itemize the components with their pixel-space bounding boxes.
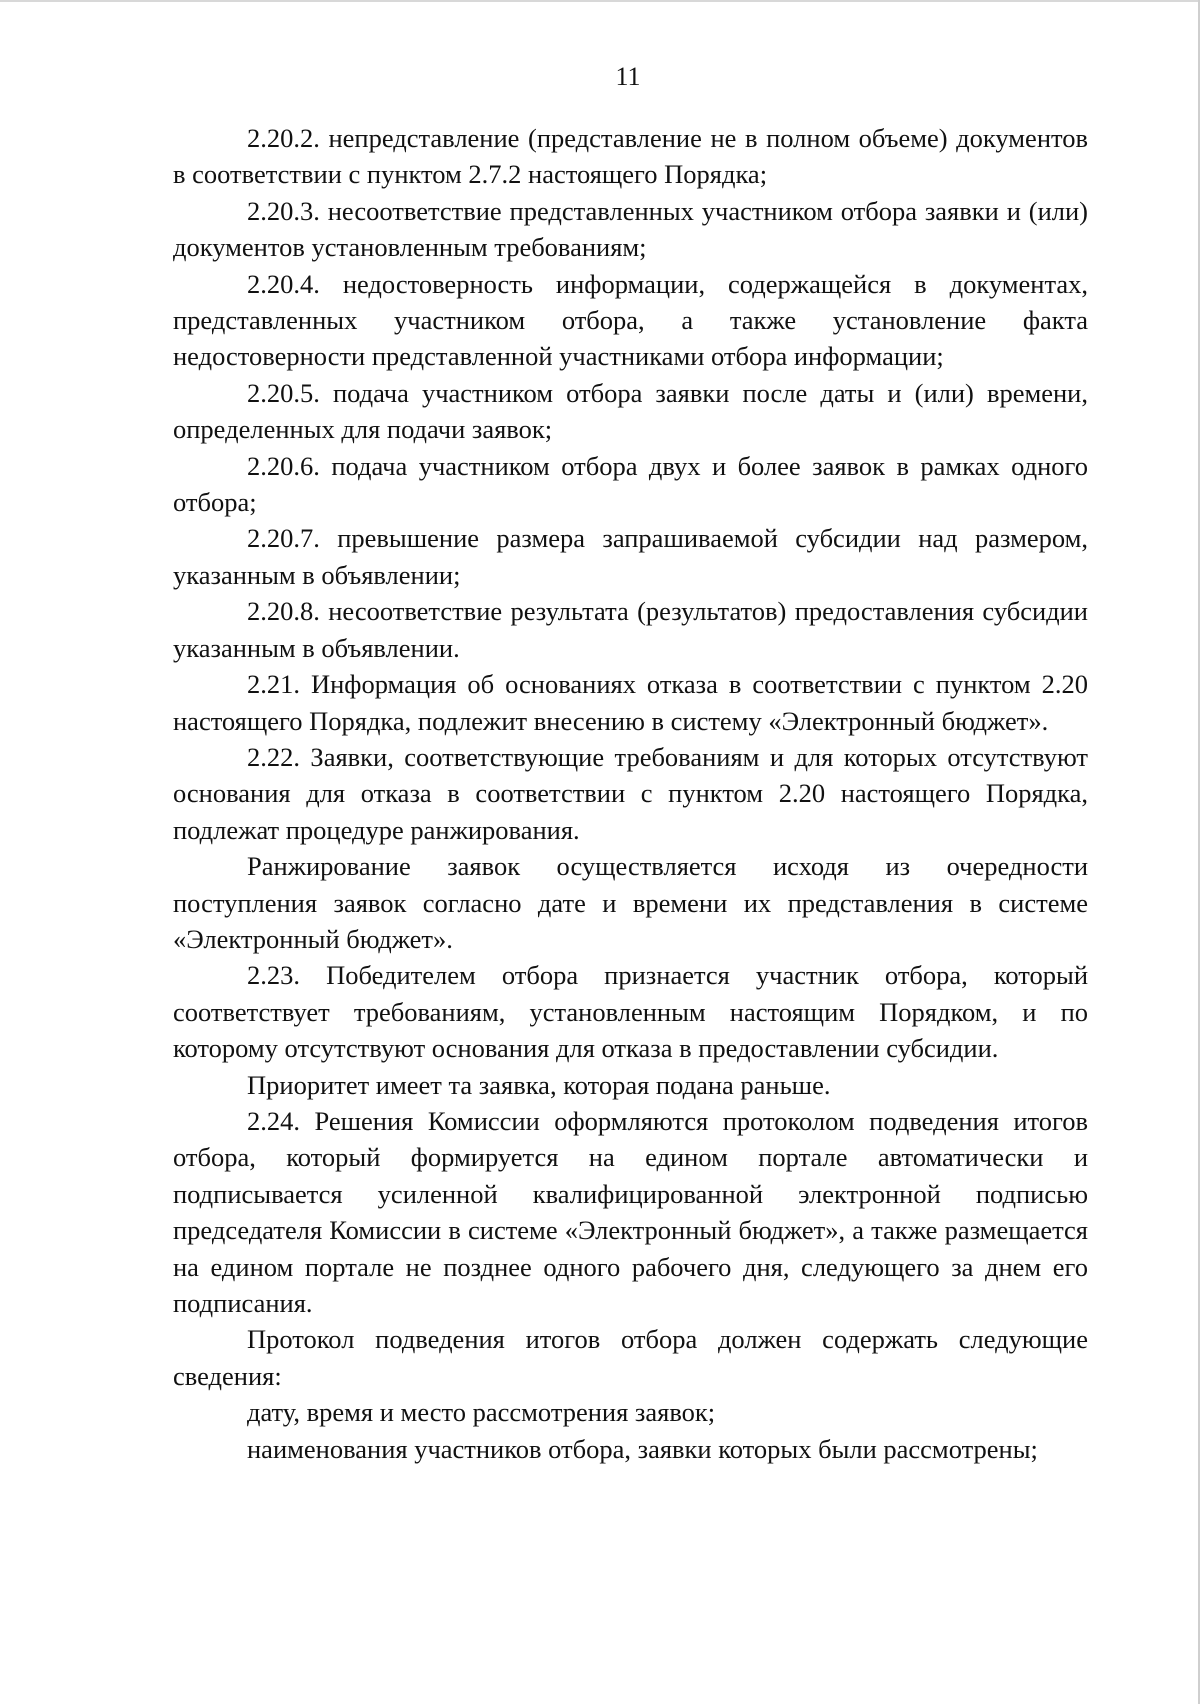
paragraph-2-20-3: 2.20.3. несоответствие представленных участником отбора заявки и (или) документов установленным требованиям; xyxy=(173,195,1088,263)
paragraph-2-20-6: 2.20.6. подача участником отбора двух и более заявок в рамках одного отбора; xyxy=(173,450,1088,518)
paragraph-ranking: Ранжирование заявок осуществляется исходя из очередности поступления заявок согласно дате и времени их представления в системе «Электронный бюджет». xyxy=(173,851,1088,954)
paragraph-date-time-place: дату, время и место рассмотрения заявок; xyxy=(247,1397,716,1428)
paragraph-2-20-5: 2.20.5. подача участником отбора заявки после даты и (или) времени, определенных для подачи заявок; xyxy=(173,377,1088,445)
paragraph-2-20-4: 2.20.4. недостоверность информации, содержащейся в документах, представленных участником отбора, а также установление факта недостоверности представленной участниками отбора информации; xyxy=(173,268,1088,372)
page-number: 11 xyxy=(615,62,641,91)
paragraph-2-22: 2.22. Заявки, соответствующие требованиям и для которых отсутствуют основания для отказа в соответствии с пунктом 2.20 настоящего Порядка, подлежат процедуре ранжирования. xyxy=(173,741,1088,845)
paragraph-2-24: 2.24. Решения Комиссии оформляются протоколом подведения итогов отбора, который формируется на едином портале автоматически и подписывается усиленной квалифицированной электронной подписью председателя Комиссии в системе «Электронный бюджет», а также размещается на едином портале не позднее одного рабочего дня, следующего за днем его подписания. xyxy=(173,1105,1088,1318)
paragraph-priority: Приоритет имеет та заявка, которая подана раньше. xyxy=(247,1069,831,1100)
paragraph-2-20-8: 2.20.8. несоответствие результата (результатов) предоставления субсидии указанным в объявлении. xyxy=(173,596,1088,663)
paragraph-participant-names: наименования участников отбора, заявки которых были рассмотрены; xyxy=(247,1433,1038,1464)
paragraph-2-20-2: 2.20.2. непредставление (представление не в полном объеме) документов в соответствии с пунктом 2.7.2 настоящего Порядка; xyxy=(173,123,1088,190)
scan-edge-top xyxy=(0,0,1200,2)
document-body xyxy=(173,120,1088,1467)
paragraph-2-20-7: 2.20.7. превышение размера запрашиваемой субсидии над размером, указанным в объявлении; xyxy=(173,523,1088,590)
paragraph-2-21: 2.21. Информация об основаниях отказа в соответствии с пунктом 2.20 настоящего Порядка, подлежит внесению в систему «Электронный бюджет». xyxy=(173,669,1088,736)
paragraph-protocol: Протокол подведения итогов отбора должен содержать следующие сведения: xyxy=(173,1324,1088,1391)
paragraph-2-23: 2.23. Победителем отбора признается участник отбора, который соответствует требованиям, установленным настоящим Порядком, и по которому отсутствуют основания для отказа в предоставлении субсидии. xyxy=(173,960,1088,1064)
